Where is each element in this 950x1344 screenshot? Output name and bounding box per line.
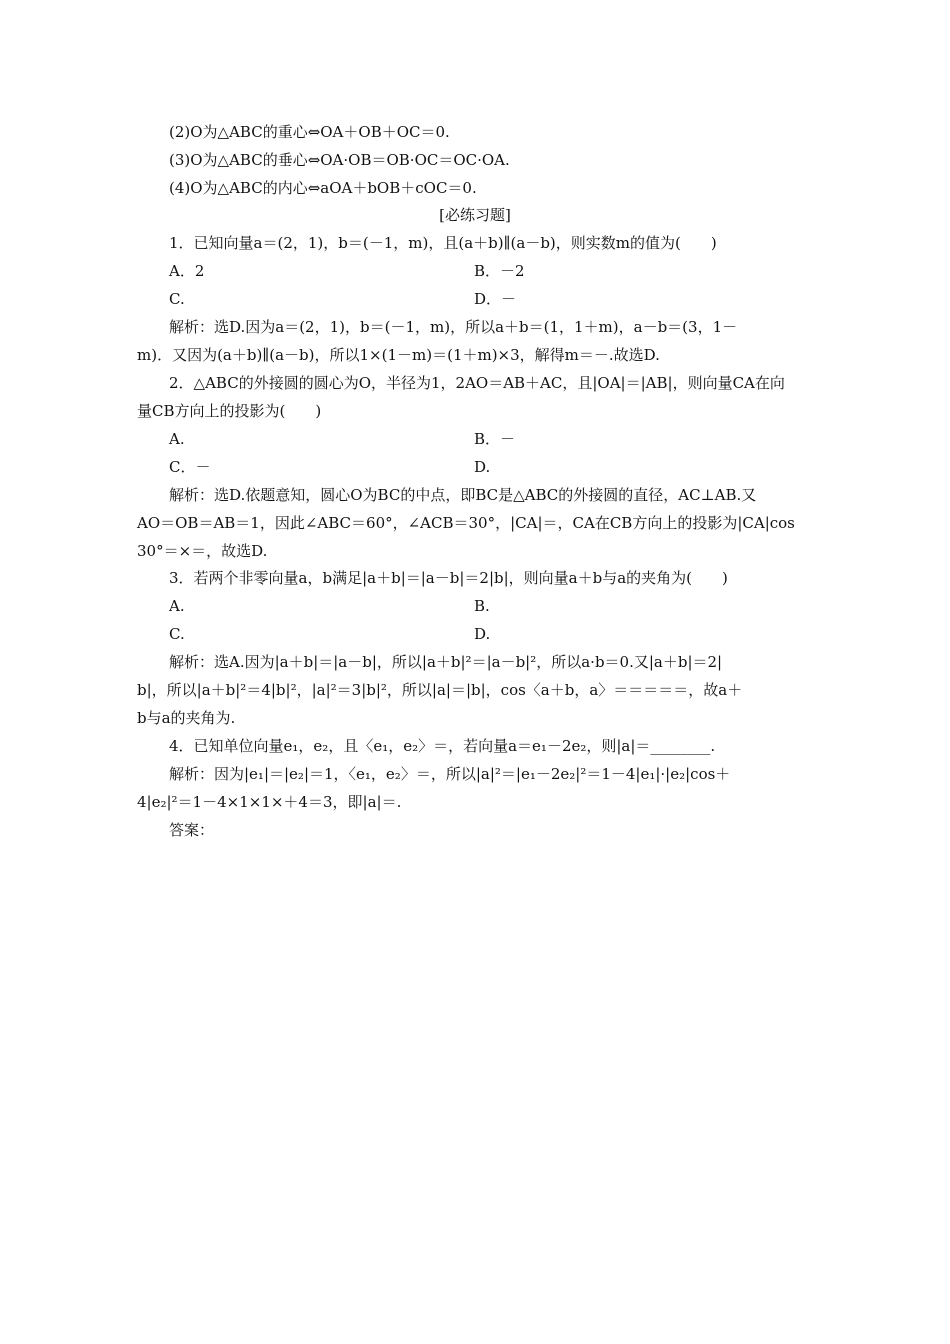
section-heading: [必练习题] <box>439 206 511 224</box>
question-2-stem-line: 2．△ABC的外接圆的圆心为O，半径为1，2AO＝AB＋AC，且|OA|＝|AB|，则向量CA在向 <box>169 374 785 392</box>
question-1-stem: 1．已知向量a＝(2，1)，b＝(－1，m)，且(a＋b)∥(a－b)，则实数m的值为( ) <box>169 234 717 252</box>
question-1-option-a: A．2 <box>169 262 205 280</box>
question-2-option-a: A. <box>169 430 185 448</box>
question-2-analysis-line: 解析：选D.依题意知，圆心O为BC的中点，即BC是△ABC的外接圆的直径，AC⊥AB.又 <box>169 486 757 504</box>
question-2-option-d: D. <box>474 458 491 476</box>
question-1-option-b: B．－2 <box>474 262 525 280</box>
question-2-analysis-line: 30°＝×＝，故选D. <box>137 542 268 560</box>
question-3-option-c: C. <box>169 625 185 643</box>
question-3-option-b: B. <box>474 597 490 615</box>
question-3-stem: 3．若两个非零向量a，b满足|a＋b|＝|a－b|＝2|b|，则向量a＋b与a的夹角为( ) <box>169 569 728 587</box>
question-4-stem: 4．已知单位向量e₁，e₂，且〈e₁，e₂〉＝，若向量a＝e₁－2e₂，则|a|＝________. <box>169 737 716 755</box>
question-1-option-c: C. <box>169 290 185 308</box>
question-1-analysis-line: m)．又因为(a＋b)∥(a－b)，所以1×(1－m)＝(1＋m)×3，解得m＝－.故选D. <box>137 346 660 364</box>
question-2-option-c: C．－ <box>169 458 211 476</box>
question-2-analysis-line: AO＝OB＝AB＝1，因此∠ABC＝60°，∠ACB＝30°，|CA|＝，CA在CB方向上的投影为|CA|cos <box>137 514 795 532</box>
answer-label: 答案： <box>169 821 215 839</box>
property-line-4: (4)O为△ABC的内心⇔aOA＋bOB＋cOC＝0. <box>169 179 477 197</box>
question-3-option-d: D. <box>474 625 491 643</box>
question-1-option-d: D．－ <box>474 290 517 308</box>
question-3-analysis-line: 解析：选A.因为|a＋b|＝|a－b|，所以|a＋b|²＝|a－b|²，所以a·b＝0.又|a＋b|＝2| <box>169 653 723 671</box>
property-line-2: (2)O为△ABC的重心⇔OA＋OB＋OC＝0. <box>169 123 450 141</box>
question-4-analysis-line: 解析：因为|e₁|＝|e₂|＝1，〈e₁，e₂〉＝，所以|a|²＝|e₁－2e₂|²＝1－4|e₁|·|e₂|cos＋ <box>169 765 731 783</box>
question-3-analysis-line: b|，所以|a＋b|²＝4|b|²，|a|²＝3|b|²，所以|a|＝|b|，cos〈a＋b，a〉＝＝＝＝＝，故a＋ <box>137 681 743 699</box>
question-4-analysis-line: 4|e₂|²＝1－4×1×1×＋4＝3，即|a|＝. <box>137 793 402 811</box>
question-1-analysis-line: 解析：选D.因为a＝(2，1)，b＝(－1，m)，所以a＋b＝(1，1＋m)，a－b＝(3，1－ <box>169 318 738 336</box>
question-2-stem-line: 量CB方向上的投影为( ) <box>137 402 322 420</box>
question-2-option-b: B．－ <box>474 430 516 448</box>
question-3-option-a: A. <box>169 597 185 615</box>
property-line-3: (3)O为△ABC的垂心⇔OA·OB＝OB·OC＝OC·OA. <box>169 151 510 169</box>
question-3-analysis-line: b与a的夹角为. <box>137 709 236 727</box>
